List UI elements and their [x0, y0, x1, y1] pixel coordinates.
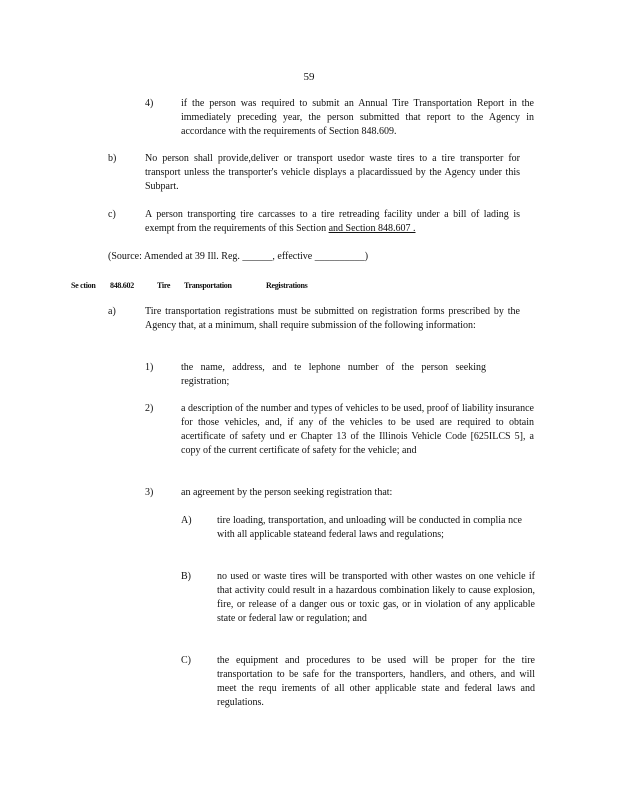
- item-B-text: no used or waste tires will be transported with other wastes on one vehicle if that activity could result in a hazardous combination likely to cause explosion, fire, or release of a danger ous or toxic gas, or in violation of any applicable state or federal law or regulation; and: [217, 571, 535, 624]
- source-suffix: ): [364, 251, 369, 262]
- item-4-text: if the person was required to submit an Annual Tire Transportation Report in the immediately preceding year, the person submitted that report to the Agency in accordance with the requirements of Section 848.609.: [181, 98, 534, 137]
- item-a2-label: 2): [145, 403, 154, 414]
- source-blank-1: ______: [242, 251, 273, 262]
- item-4-label: 4): [145, 98, 154, 109]
- item-b-label: b): [108, 153, 117, 164]
- page-number: 59: [303, 71, 315, 83]
- item-C-text: the equipment and procedures to be used will be proper for the tire transportation to be safe for the transporters, handlers, and others, and will meet the requ irements of all other applicable state and federal laws and regulations.: [217, 655, 535, 708]
- item-c-label: c): [108, 209, 116, 220]
- item-A-label: A): [181, 515, 192, 526]
- item-c-text: [145, 208, 520, 236]
- item-a1-label: 1): [145, 362, 154, 373]
- item-C-label: C): [181, 655, 191, 666]
- section-word: Se ction: [71, 281, 96, 290]
- item-B-label: B): [181, 571, 191, 582]
- item-a3-text: an agreement by the person seeking registration that:: [181, 487, 393, 498]
- section-title-3: Registrations: [266, 281, 308, 290]
- source-note: [108, 250, 368, 264]
- item-a3-label: 3): [145, 487, 154, 498]
- source-prefix: (Source: Amended at 39 Ill. Reg.: [108, 251, 243, 262]
- section-number: 848.602: [110, 281, 134, 290]
- item-c-text-plain: A person transporting tire carcasses to a tire retreading facility under a bill of lading is exempt from the requirements of this Section: [145, 209, 520, 234]
- source-mid: , effective: [272, 251, 315, 262]
- item-a-text: Tire transportation registrations must be submitted on registration forms prescribed by the Agency that, at a minimum, shall require submission of the following information:: [145, 306, 520, 331]
- item-a2-text: a description of the number and types of vehicles to be used, proof of liability insurance for those vehicles, and, if any of the vehicles to be used are required to obtain acertificate of safety und er Chapter 13 of the Illinois Vehicle Code [625ILCS 5], a copy of the current certificate of safety for the vehicle; and: [181, 403, 534, 456]
- source-blank-2: __________: [314, 251, 365, 262]
- item-a-label: a): [108, 306, 116, 317]
- item-A-text: tire loading, transportation, and unloading will be conducted in complia nce with all applicable stateand federal laws and regulations;: [217, 515, 522, 540]
- item-a1-text: the name, address, and te lephone number of the person seeking registration;: [181, 362, 486, 387]
- item-b-text: No person shall provide,deliver or transport usedor waste tires to a tire transporter for transport unless the transporter's vehicle displays a placardissued by the Agency under this Subpart.: [145, 153, 520, 192]
- section-title-1: Tire: [157, 281, 171, 290]
- section-title-2: Transportation: [184, 281, 232, 290]
- item-c-text-underlined: and Section 848.607 .: [328, 223, 416, 234]
